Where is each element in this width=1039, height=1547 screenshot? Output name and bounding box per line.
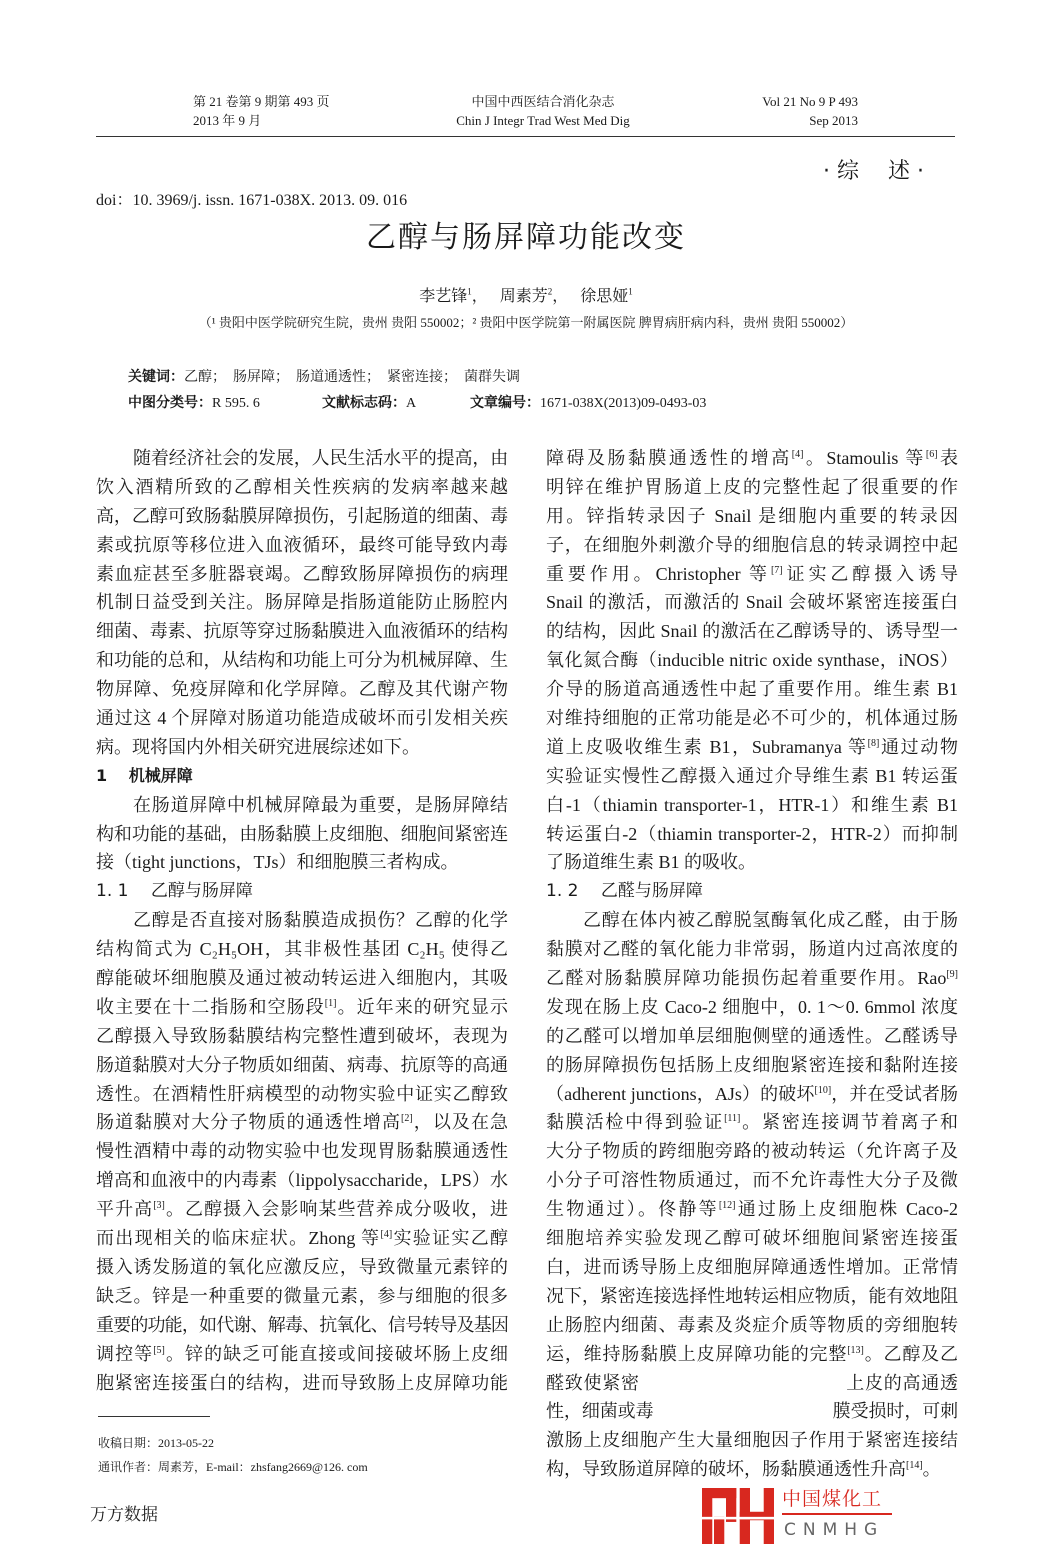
text-line: 介导的肠道高通透性中起了重要作用。维生素 B1 (546, 679, 958, 700)
text-line: 对维持细胞的正常功能是必不可少的，机体通过肠 (546, 708, 958, 729)
section-heading: 1. 2 乙醛与肠屏障 (546, 881, 703, 902)
text-segment: 调控等 (96, 1343, 154, 1364)
text-segment: 。 (922, 1459, 941, 1480)
section-heading: 1 机械屏障 (96, 765, 193, 785)
citation-ref: [1] (324, 997, 337, 1009)
author: 徐思娅 (580, 288, 629, 305)
text-line: 氧化氮合酶（inducible nitric oxide synthase，iNOS） (546, 650, 958, 671)
text-line: 透性。在酒精性肝病模型的动物实验中证实乙醇致 (96, 1083, 508, 1104)
text-segment: 而出现相关的临床症状。Zhong 等 (96, 1228, 381, 1249)
text-line: 结构简式为 C₂H₅OH，其非极性基团 C₂H₅ 使得乙 (96, 939, 508, 960)
keywords (128, 366, 520, 386)
header-date-en: Sep 2013 (809, 113, 858, 128)
text-line: 小分子可溶性物质通过，而不允许毒性大分子及微 (546, 1170, 958, 1191)
clc-number: 中图分类号：R 595. 6 (128, 396, 260, 411)
text-line (96, 1224, 508, 1253)
text-line: 的肠屏障损伤包括肠上皮细胞紧密连接和黏附连接 (546, 1054, 958, 1075)
citation-ref: [4] (380, 1229, 393, 1241)
text-segment: 运，维持肠黏膜上皮屏障功能的完整 (546, 1343, 848, 1364)
text-line: 醇能破坏细胞膜及通过被动转运进入细胞内，其吸 (96, 968, 508, 989)
text-line: 的结构，因此 Snail 的激活在乙醇诱导的、诱导型一 (546, 621, 958, 642)
author: 周素芳 (499, 288, 548, 305)
body-column-left (96, 444, 508, 1397)
text-line: 病。现将国内外相关研究进展综述如下。 (96, 736, 420, 757)
text-segment: ，以及在急 (412, 1112, 508, 1133)
watermark-text-en: CNMHG (784, 1520, 885, 1540)
text-segment: ，并在受试者肠 (831, 1083, 958, 1104)
journal-name-cn: 中国中西医结合消化杂志 (471, 94, 615, 109)
text-segment: 通过动物 (879, 736, 958, 757)
text-line: 的乙醛可以增加单层细胞侧壁的通透性。乙醛诱导 (546, 1025, 958, 1046)
citation-ref: [5] (153, 1344, 165, 1356)
text-line: 素血症甚至多脏器衰竭。乙醇致肠屏障损伤的病理 (96, 563, 508, 584)
header-rule (96, 136, 955, 137)
watermark-logo-icon (702, 1488, 774, 1544)
text-line: 细菌、毒素、抗原等穿过肠黏膜进入血液循环的结构 (96, 621, 508, 642)
affiliation: （¹ 贵阳中医学院研究生院，贵州 贵阳 550002；² 贵阳中医学院第一附属医院 脾胃病肝病内科，贵州 贵阳 550002） (198, 315, 854, 330)
citation-ref: [12] (718, 1200, 736, 1212)
text-line: 白-1（thiamin transporter-1，HTR-1）和维生素 B1 (546, 794, 958, 815)
text-segment: 肠道黏膜对大分子物质的通透性增高 (96, 1112, 402, 1133)
text-segment: 。近年来的研究显示 (336, 996, 508, 1017)
text-segment: 平升高 (96, 1199, 154, 1220)
text-line: 转运蛋白-2（thiamin transporter-2，HTR-2）而抑制 (546, 823, 958, 844)
page-title: 乙醇与肠屏障功能改变 (366, 220, 686, 255)
text-line (96, 993, 508, 1022)
text-segment: 生物通过）。佟静等 (546, 1199, 719, 1220)
text-line (546, 1195, 958, 1224)
citation-ref: [9] (946, 969, 958, 981)
text-line: 通过这 4 个屏障对肠道功能造成破坏而引发相关疾 (96, 708, 508, 729)
text-line: 缺乏。锌是一种重要的微量元素，参与细胞的很多 (96, 1285, 508, 1306)
watermark (700, 1488, 910, 1544)
text-line: 胞紧密连接蛋白的结构，进而导致肠上皮屏障功能 (96, 1372, 508, 1393)
text-line: 接（tight junctions，TJs）和细胞膜三者构成。 (96, 852, 459, 873)
keywords-label: 关键词： (128, 370, 184, 385)
text-segment: 道上皮吸收维生素 B1，Subramanya 等 (546, 736, 868, 757)
citation-ref: [14] (906, 1460, 923, 1472)
citation-ref: [8] (867, 737, 880, 749)
citation-ref: [13] (847, 1344, 864, 1356)
header-volume: 第 21 卷第 9 期第 493 页 (193, 94, 330, 109)
text-segment: 。乙醇及乙 (863, 1343, 958, 1364)
text-line: 子，在细胞外刺激介导的细胞信息的转录调控中起 (546, 534, 958, 555)
text-line: 物屏障、免疫屏障和化学屏障。乙醇及其代谢产物 (96, 679, 508, 700)
citation-ref: [3] (153, 1200, 165, 1212)
text-line: 况下，紧密连接选择性地转运相应物质，能有效地阻 (546, 1285, 958, 1306)
citation-ref: [6] (925, 449, 938, 460)
text-line: 乙醇在体内被乙醇脱氢酶氧化成乙醛，由于肠 (583, 910, 958, 931)
text-line: 明锌在维护胃肠道上皮的完整性起了很重要的作 (546, 476, 958, 497)
text-line (96, 1340, 508, 1369)
text-line: 止肠腔内细菌、毒素及炎症介质等物质的旁细胞转 (546, 1314, 958, 1335)
text-line (546, 733, 958, 762)
citation-ref: [10] (814, 1084, 832, 1096)
text-line: 激肠上皮细胞产生大量细胞因子作用于紧密连接结 (546, 1430, 958, 1451)
text-line: 重要的功能，如代谢、解毒、抗氧化、信号转导及基因 (96, 1314, 508, 1335)
text-line: 性，细菌或毒 膜受损时，可刺 (546, 1401, 958, 1422)
section-heading: 1. 1 乙醇与肠屏障 (96, 881, 253, 902)
text-line (96, 1195, 508, 1224)
text-segment: 黏膜活检中得到验证 (546, 1112, 725, 1133)
text-segment: 障碍及肠黏膜通透性的增高 (546, 448, 792, 468)
text-line: Snail 的激活，而激活的 Snail 会破坏紧密连接蛋白 (546, 592, 958, 613)
text-line (546, 1340, 958, 1369)
text-line: 细胞培养实验发现乙醇可破坏细胞间紧密连接蛋 (546, 1228, 958, 1249)
keywords-value: 乙醇； 肠屏障； 肠道通透性； 紧密连接； 菌群失调 (184, 370, 520, 385)
citation-ref: [11] (724, 1113, 741, 1125)
text-line (96, 1108, 508, 1137)
text-line: 用。锌指转录因子 Snail 是细胞内重要的转录因 (546, 505, 958, 526)
text-segment: 构，导致肠道屏障的破坏，肠黏膜通透性升高 (546, 1459, 906, 1480)
citation-ref: [4] (791, 449, 804, 460)
text-segment: （adherent junctions，AJs）的破坏 (546, 1083, 815, 1104)
text-line: 在肠道屏障中机械屏障最为重要，是肠屏障结 (133, 794, 508, 815)
text-line (546, 964, 958, 993)
text-line: 了肠道维生素 B1 的吸收。 (546, 852, 757, 873)
text-line: 慢性酒精中毒的动物实验中也发现胃肠黏膜通透性 (96, 1141, 508, 1162)
text-line: 机制日益受到关注。肠屏障是指肠道能防止肠腔内 (96, 592, 508, 613)
text-line: 随着经济社会的发展，人民生活水平的提高，由 (133, 448, 508, 468)
text-segment: 乙醛对肠黏膜屏障功能损伤起着重要作用。Rao (546, 968, 947, 989)
text-segment: 。乙醇摄入会影响某些营养成分吸收，进 (164, 1199, 508, 1220)
footnote-rule (98, 1416, 210, 1417)
body-column-right (546, 444, 958, 1484)
header-date: 2013 年 9 月 (193, 113, 262, 128)
text-line (546, 444, 958, 473)
text-segment: 通过肠上皮细胞株 Caco-2 (735, 1199, 958, 1220)
text-line (546, 1080, 958, 1109)
text-segment: 。Stamoulis 等 (803, 448, 926, 468)
text-line: 和功能的总和，从结构和功能上可分为机械屏障、生 (96, 650, 508, 671)
text-segment: 证实乙醇摄入诱导 (782, 563, 958, 584)
text-line: 黏膜对乙醛的氧化能力非常弱，肠道内过高浓度的 (546, 939, 958, 960)
text-line: 素或抗原等移位进入血液循环，最终可能导致内毒 (96, 534, 508, 555)
corresponding-author: 通讯作者：周素芳，E-mail：zhsfang2669@126. com (98, 1460, 368, 1474)
authors: 李艺锋$^1$， 周素芳$^2$， 徐思娅$^1$ (419, 286, 633, 305)
citation-ref: [7] (770, 564, 783, 576)
text-line: 实验证实慢性乙醇摄入通过介导维生素 B1 转运蛋 (546, 765, 958, 786)
text-line: 摄入诱发肠道的氧化应激反应，导致微量元素锌的 (96, 1256, 508, 1277)
watermark-rule (782, 1513, 892, 1515)
source-mark: 万方数据 (90, 1505, 158, 1525)
text-segment: 收主要在十二指肠和空肠段 (96, 996, 325, 1017)
text-segment: 。紧密连接调节着离子和 (740, 1112, 958, 1133)
text-line: 乙醇是否直接对肠黏膜造成损伤？乙醇的化学 (133, 910, 508, 931)
text-line: 发现在肠上皮 Caco-2 细胞中，0. 1～0. 6mmol 浓度 (546, 996, 958, 1017)
text-line: 肠道黏膜对大分子物质如细菌、病毒、抗原等的高通 (96, 1054, 508, 1075)
text-line: 白，进而诱导肠上皮细胞屏障通透性增加。正常情 (546, 1256, 958, 1277)
doi: doi：10. 3969/j. issn. 1671-038X. 2013. 09. 016 (96, 192, 408, 209)
text-segment: 实验证实乙醇 (392, 1228, 508, 1249)
journal-name-en: Chin J Integr Trad West Med Dig (456, 113, 630, 128)
text-line (546, 560, 958, 589)
text-line: 高，乙醇可致肠黏膜屏障损伤，引起肠道的细菌、毒 (96, 505, 508, 526)
text-segment: 表 (937, 448, 958, 468)
received-date: 收稿日期：2013-05-22 (98, 1436, 214, 1450)
text-line: 大分子物质的跨细胞旁路的被动转运（允许离子及 (546, 1141, 958, 1162)
text-segment: 。锌的缺乏可能直接或间接破坏肠上皮细 (164, 1343, 508, 1364)
text-segment: 重要作用。Christopher 等 (546, 563, 771, 584)
text-line: 饮入酒精所致的乙醇相关性疾病的发病率越来越 (96, 476, 508, 497)
text-line (546, 1108, 958, 1137)
header-volume-en: Vol 21 No 9 P 493 (762, 94, 858, 109)
document-code: 文献标志码：A (322, 396, 417, 411)
text-line: 增高和血液中的内毒素（lippolysaccharide，LPS）水 (96, 1170, 508, 1191)
text-line: 构和功能的基础，由肠黏膜上皮细胞、细胞间紧密连 (96, 823, 508, 844)
text-line: 醛致使紧密 上皮的高通透 (546, 1372, 958, 1393)
article-number: 文章编号：1671-038X(2013)09-0493-03 (470, 396, 707, 411)
text-line: 乙醇摄入导致肠黏膜结构完整性遭到破坏，表现为 (96, 1025, 508, 1046)
text-line (546, 1455, 958, 1484)
author: 李艺锋 (419, 288, 468, 305)
section-label: · 综 述 · (823, 159, 924, 184)
watermark-text-cn: 中国煤化工 (782, 1488, 883, 1510)
citation-ref: [2] (401, 1113, 413, 1125)
